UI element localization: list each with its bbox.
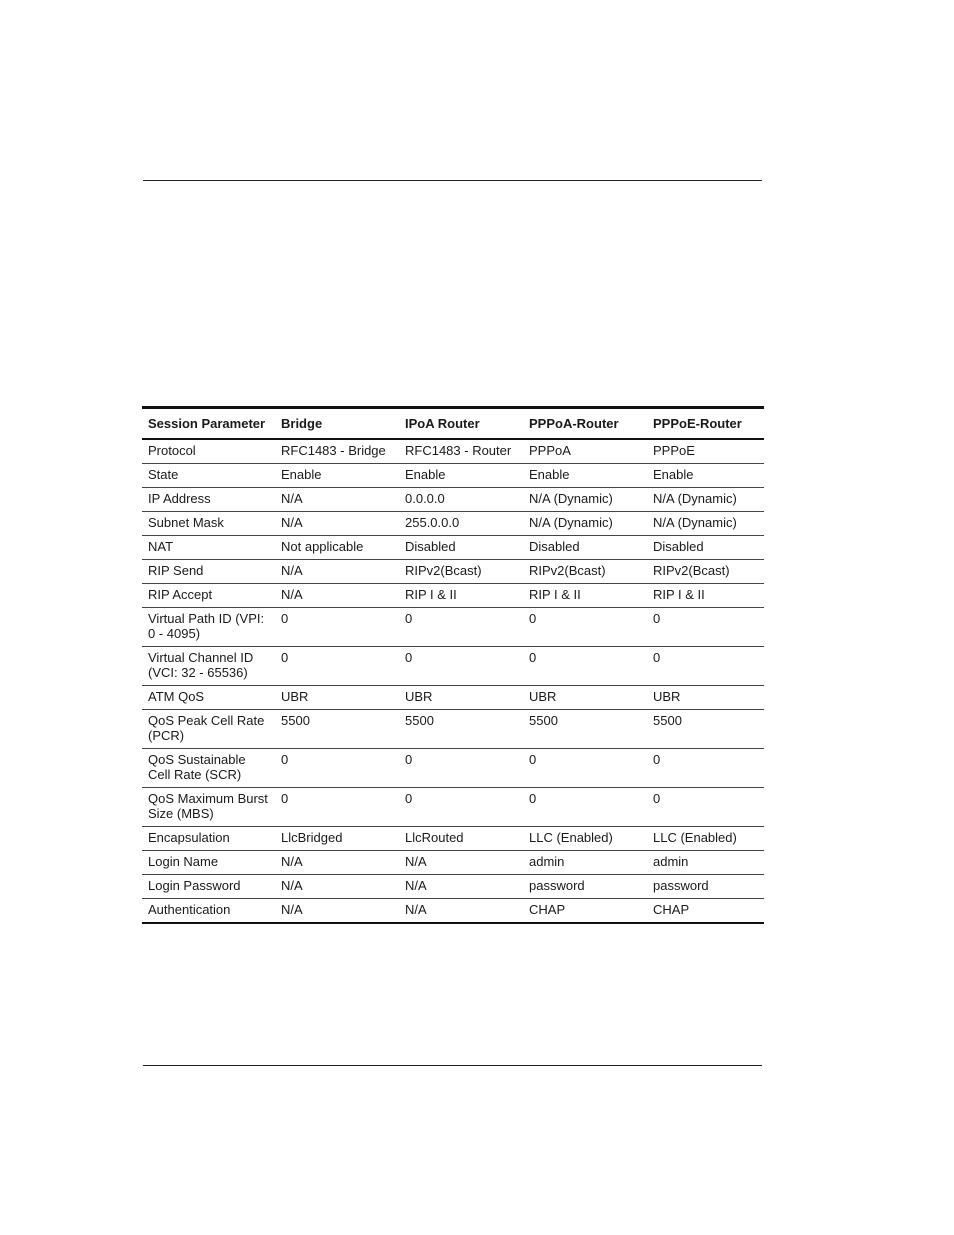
parameter-value-cell: Enable — [399, 464, 523, 488]
parameter-value-cell: N/A — [399, 899, 523, 924]
table-row — [142, 827, 764, 851]
parameter-name-cell: Subnet Mask — [142, 512, 275, 536]
parameter-value-cell: 0 — [275, 749, 399, 788]
parameter-value-cell: N/A — [275, 488, 399, 512]
parameter-value-cell: N/A — [399, 851, 523, 875]
parameter-value-cell: 5500 — [523, 710, 647, 749]
parameter-value-cell: 0 — [523, 788, 647, 827]
parameter-value-cell: PPPoA — [523, 439, 647, 464]
parameter-value-cell: Enable — [275, 464, 399, 488]
table-row — [142, 647, 764, 686]
parameter-value-cell: Enable — [647, 464, 764, 488]
parameter-value-cell: 0 — [399, 608, 523, 647]
parameter-value-cell: 0 — [523, 608, 647, 647]
table-row — [142, 710, 764, 749]
parameter-value-cell: RFC1483 - Router — [399, 439, 523, 464]
parameter-value-cell: 0 — [647, 608, 764, 647]
parameter-value-cell: 5500 — [275, 710, 399, 749]
parameter-value-cell: N/A (Dynamic) — [647, 512, 764, 536]
parameter-name-cell: RIP Send — [142, 560, 275, 584]
session-parameters-table — [142, 406, 764, 924]
header-session-parameter: Session Parameter — [148, 416, 266, 431]
parameter-value-cell: CHAP — [523, 899, 647, 924]
parameter-value-cell: RIPv2(Bcast) — [399, 560, 523, 584]
parameter-value-cell: LlcBridged — [275, 827, 399, 851]
parameter-value-cell: 0 — [399, 749, 523, 788]
parameter-name-cell: QoS Peak Cell Rate (PCR) — [142, 710, 275, 749]
parameter-value-cell: N/A — [275, 899, 399, 924]
table-row — [142, 851, 764, 875]
parameter-value-cell: N/A — [275, 512, 399, 536]
parameter-name-cell: QoS Maximum Burst Size (MBS) — [142, 788, 275, 827]
header-pppoa-router: PPPoA-Router — [529, 416, 619, 431]
parameter-value-cell: UBR — [523, 686, 647, 710]
parameter-value-cell: N/A — [275, 584, 399, 608]
table-row — [142, 584, 764, 608]
parameter-value-cell: Disabled — [399, 536, 523, 560]
parameter-name-cell: ATM QoS — [142, 686, 275, 710]
table-row — [142, 464, 764, 488]
parameter-value-cell: N/A — [275, 851, 399, 875]
parameter-value-cell: 255.0.0.0 — [399, 512, 523, 536]
parameter-value-cell: Disabled — [647, 536, 764, 560]
parameter-value-cell: Not applicable — [275, 536, 399, 560]
parameter-value-cell: 5500 — [399, 710, 523, 749]
parameter-value-cell: LlcRouted — [399, 827, 523, 851]
session-parameters-table-container — [142, 406, 764, 924]
parameter-value-cell: N/A — [399, 875, 523, 899]
parameter-value-cell: N/A — [275, 875, 399, 899]
parameter-value-cell: Enable — [523, 464, 647, 488]
parameter-name-cell: Authentication — [142, 899, 275, 924]
header-ipoa-router: IPoA Router — [405, 416, 480, 431]
parameter-value-cell: RFC1483 - Bridge — [275, 439, 399, 464]
parameter-value-cell: UBR — [275, 686, 399, 710]
parameter-value-cell: Disabled — [523, 536, 647, 560]
table-row — [142, 439, 764, 464]
parameter-name-cell: QoS Sustainable Cell Rate (SCR) — [142, 749, 275, 788]
parameter-value-cell: N/A (Dynamic) — [647, 488, 764, 512]
header-row — [142, 408, 764, 440]
parameter-name-cell: Virtual Path ID (VPI: 0 - 4095) — [142, 608, 275, 647]
parameter-value-cell: RIP I & II — [647, 584, 764, 608]
parameter-value-cell: N/A — [275, 560, 399, 584]
parameter-value-cell: N/A (Dynamic) — [523, 512, 647, 536]
parameter-value-cell: 0 — [523, 749, 647, 788]
table-row — [142, 788, 764, 827]
parameter-name-cell: RIP Accept — [142, 584, 275, 608]
parameter-name-cell: State — [142, 464, 275, 488]
table-row — [142, 608, 764, 647]
parameter-name-cell: Encapsulation — [142, 827, 275, 851]
parameter-name-cell: IP Address — [142, 488, 275, 512]
parameter-name-cell: Login Name — [142, 851, 275, 875]
parameter-value-cell: 0 — [275, 788, 399, 827]
header-rule — [143, 180, 762, 181]
table-row — [142, 512, 764, 536]
parameter-value-cell: 0 — [647, 788, 764, 827]
parameter-value-cell: password — [647, 875, 764, 899]
table-header — [142, 408, 764, 440]
table-body — [142, 439, 764, 923]
parameter-value-cell: 5500 — [647, 710, 764, 749]
parameter-value-cell: RIP I & II — [399, 584, 523, 608]
parameter-name-cell: NAT — [142, 536, 275, 560]
parameter-value-cell: 0 — [647, 647, 764, 686]
parameter-value-cell: CHAP — [647, 899, 764, 924]
parameter-value-cell: password — [523, 875, 647, 899]
parameter-value-cell: LLC (Enabled) — [523, 827, 647, 851]
parameter-value-cell: RIPv2(Bcast) — [647, 560, 764, 584]
parameter-value-cell: 0 — [647, 749, 764, 788]
footer-rule — [143, 1065, 762, 1066]
parameter-value-cell: 0 — [275, 608, 399, 647]
parameter-value-cell: N/A (Dynamic) — [523, 488, 647, 512]
parameter-value-cell: UBR — [647, 686, 764, 710]
table-row — [142, 560, 764, 584]
header-pppoe-router: PPPoE-Router — [653, 416, 742, 431]
table-row — [142, 536, 764, 560]
parameter-value-cell: 0.0.0.0 — [399, 488, 523, 512]
parameter-name-cell: Virtual Channel ID (VCI: 32 - 65536) — [142, 647, 275, 686]
table-row — [142, 875, 764, 899]
parameter-value-cell: admin — [647, 851, 764, 875]
parameter-value-cell: admin — [523, 851, 647, 875]
header-bridge: Bridge — [281, 416, 323, 431]
parameter-value-cell: RIPv2(Bcast) — [523, 560, 647, 584]
table-row — [142, 899, 764, 924]
parameter-value-cell: LLC (Enabled) — [647, 827, 764, 851]
parameter-value-cell: 0 — [399, 788, 523, 827]
table-row — [142, 749, 764, 788]
parameter-value-cell: 0 — [523, 647, 647, 686]
parameter-value-cell: 0 — [399, 647, 523, 686]
parameter-value-cell: RIP I & II — [523, 584, 647, 608]
parameter-name-cell: Protocol — [142, 439, 275, 464]
parameter-name-cell: Login Password — [142, 875, 275, 899]
table-row — [142, 686, 764, 710]
parameter-value-cell: PPPoE — [647, 439, 764, 464]
parameter-value-cell: 0 — [275, 647, 399, 686]
table-row — [142, 488, 764, 512]
parameter-value-cell: UBR — [399, 686, 523, 710]
